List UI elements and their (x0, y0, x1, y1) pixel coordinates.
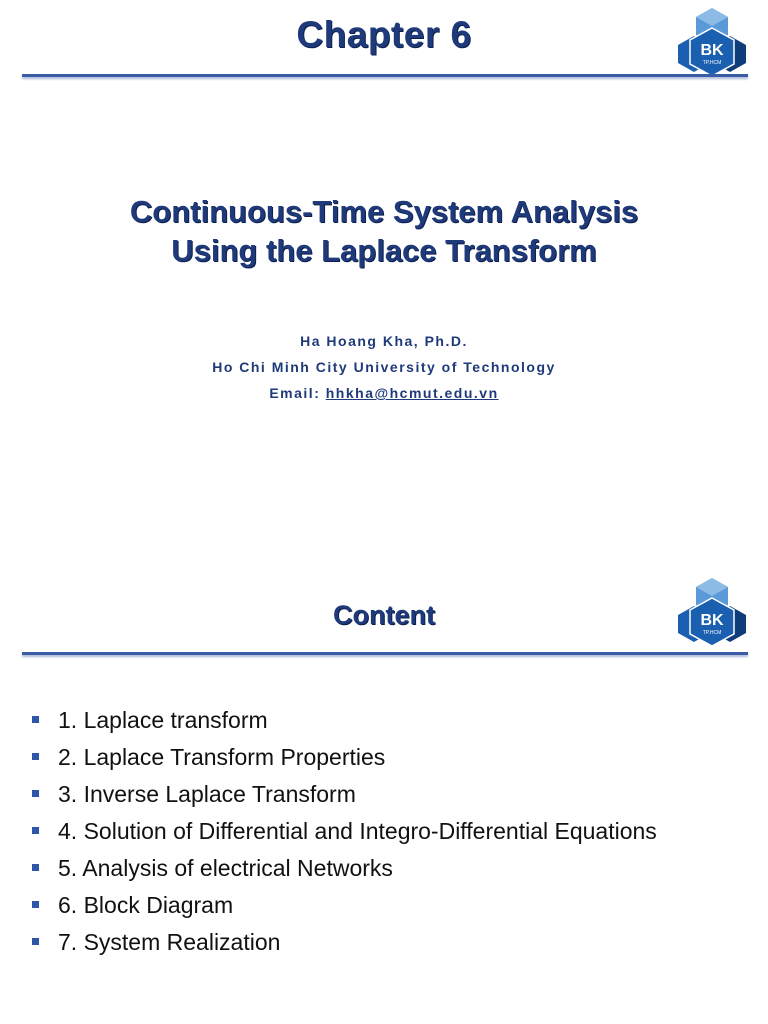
bk-logo-icon (676, 6, 748, 82)
content-title: Content (333, 600, 435, 630)
main-title-line-1: Continuous-Time System Analysis (129, 194, 639, 229)
square-bullet-icon (32, 901, 39, 908)
author-name: Ha Hoang Kha, Ph.D. (300, 333, 468, 349)
email-line (0, 380, 768, 406)
email-label: Email: (269, 385, 326, 401)
list-item: 3. Inverse Laplace Transform (30, 776, 657, 813)
square-bullet-icon (32, 790, 39, 797)
chapter-title: Chapter 6 (296, 14, 472, 55)
list-item: 5. Analysis of electrical Networks (30, 850, 657, 887)
list-item: 6. Block Diagram (30, 887, 657, 924)
email-link[interactable]: hhkha@hcmut.edu.vn (325, 385, 499, 401)
square-bullet-icon (32, 716, 39, 723)
square-bullet-icon (32, 753, 39, 760)
header-divider (22, 652, 748, 655)
logo-text: BK (700, 42, 724, 59)
author-block (0, 328, 768, 406)
list-item: 4. Solution of Differential and Integro-Differential Equations (30, 813, 657, 850)
main-title-line-2: Using the Laplace Transform (171, 233, 597, 268)
main-title (0, 192, 768, 270)
square-bullet-icon (32, 938, 39, 945)
logo-text: BK (700, 612, 724, 629)
list-item: 2. Laplace Transform Properties (30, 739, 657, 776)
logo-subtext: TP.HCM (702, 60, 722, 66)
contents-list (30, 702, 657, 961)
square-bullet-icon (32, 864, 39, 871)
square-bullet-icon (32, 827, 39, 834)
content-slide (0, 512, 768, 1024)
logo-subtext: TP.HCM (702, 630, 722, 636)
list-item: 7. System Realization (30, 924, 657, 961)
header-divider (22, 74, 748, 77)
list-item: 1. Laplace transform (30, 702, 657, 739)
institution-name: Ho Chi Minh City University of Technology (212, 359, 556, 375)
